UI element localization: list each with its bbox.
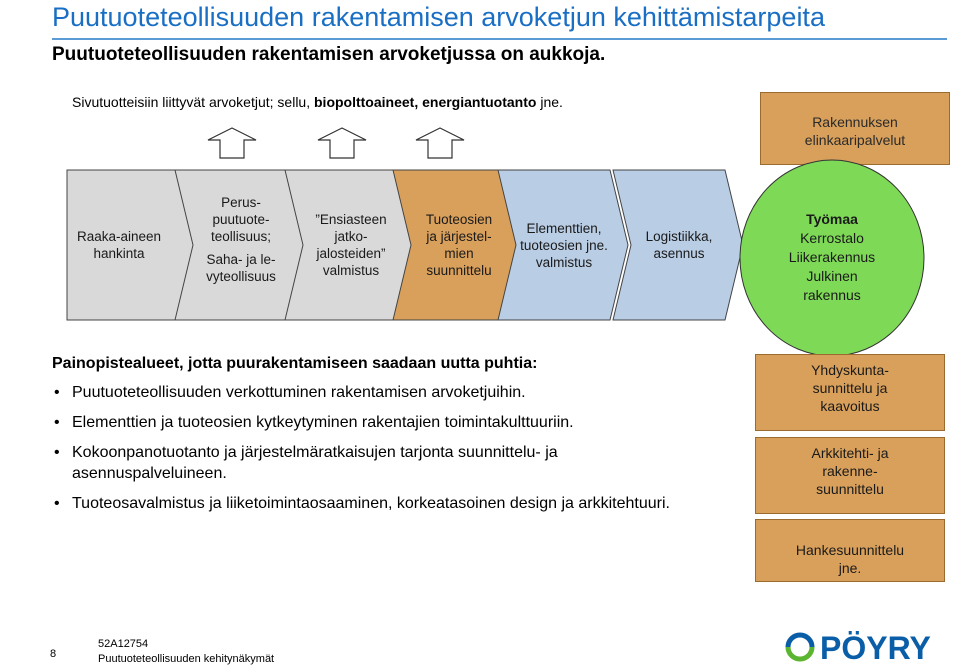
- system-design-chevron-label: [409, 211, 509, 279]
- footer-code: 52A12754: [98, 638, 149, 650]
- chevron-line: puutuote-: [212, 212, 270, 227]
- chevron-line: ja järjestel-: [426, 229, 492, 244]
- intro-bold: biopolttoaineet, energiantuotanto: [314, 94, 537, 110]
- worksite-line-2: Liikerakennus: [788, 249, 876, 265]
- chevron-line: jatko-: [334, 229, 368, 244]
- box3-line-1: Hankesuunnittelu: [795, 542, 905, 558]
- intro-suffix: jne.: [536, 94, 563, 110]
- footer-name: Puutuoteteollisuuden kehitynäkymät: [98, 653, 275, 665]
- box2-line-1: Arkkitehti- ja: [811, 445, 889, 461]
- project-planning-box: [755, 519, 945, 582]
- chevron-line: valmistus: [535, 254, 593, 270]
- box1-line-2: sunnittelu ja: [812, 380, 888, 396]
- chevron-line: tuoteosien jne.: [520, 237, 608, 253]
- chevron-line: Elementtien,: [526, 220, 602, 236]
- footer-info: [98, 637, 274, 667]
- focus-item: • Kokoonpanotuotanto ja järjestelmäratkaisujen tarjonta suunnittelu- ja asennuspalveluineen.: [52, 442, 702, 484]
- chevron-line: teollisuus;: [210, 229, 272, 244]
- focus-item: • Puutuoteteollisuuden verkottuminen rakentamisen arvoketjuihin.: [52, 382, 702, 403]
- focus-item: • Elementtien ja tuoteosien kytkeytyminen rakentajien toimintakulttuuriin.: [52, 412, 702, 433]
- primary-industry-chevron-label: [191, 194, 291, 285]
- chevron-line: mien: [444, 246, 474, 261]
- worksite-title: Työmaa: [806, 211, 858, 227]
- up-arrow-first-stage-icon: [318, 128, 366, 158]
- raw-material-chevron-label: [69, 228, 169, 262]
- box1-line-1: Yhdyskunta-: [811, 362, 889, 378]
- chevron-line: suunnittelu: [426, 263, 492, 278]
- worksite-label: [752, 210, 912, 305]
- community-planning-box: [755, 354, 945, 431]
- box3-line-2: jne.: [838, 560, 862, 576]
- focus-list: [52, 382, 702, 523]
- architect-design-box: [755, 437, 945, 514]
- page-subtitle: Puutuoteteollisuuden rakentamisen arvoketjussa on aukkoja.: [52, 44, 606, 65]
- chevron-line: ”Ensiasteen: [315, 212, 387, 227]
- poyry-logo: [782, 628, 952, 666]
- elements-chevron-label: [514, 220, 614, 271]
- up-arrow-design-icon: [416, 128, 464, 158]
- chevron-line: jalosteiden”: [316, 246, 386, 261]
- chevron-line: Saha- ja le-: [206, 252, 276, 267]
- page-title: Puutuoteteollisuuden rakentamisen arvoketjun kehittämistarpeita: [52, 2, 825, 32]
- box2-line-2: rakenne-: [822, 463, 878, 479]
- poyry-wordmark: PÖYRY: [820, 630, 931, 666]
- poyry-symbol-icon: [788, 635, 812, 659]
- worksite-line-3: Julkinen: [806, 268, 858, 284]
- chevron-line: vyteollisuus: [206, 269, 276, 284]
- focus-item: • Tuoteosavalmistus ja liiketoimintaosaaminen, korkeatasoinen design ja arkkitehtuuri.: [52, 493, 702, 514]
- chevron-line: asennus: [653, 246, 705, 261]
- worksite-line-4: rakennus: [803, 287, 861, 303]
- worksite-line-1: Kerrostalo: [800, 230, 864, 246]
- chevron-line: valmistus: [322, 263, 380, 278]
- chevron-line: Raaka-aineen: [76, 229, 162, 244]
- chevron-line: hankinta: [93, 246, 145, 261]
- page-number: 8: [50, 648, 57, 660]
- chevron-line: Tuoteosien: [425, 212, 493, 227]
- box2-line-3: suunnittelu: [816, 481, 884, 497]
- intro-plain: Sivutuotteisiin liittyvät arvoketjut; sellu,: [72, 94, 314, 110]
- up-arrow-primary-icon: [208, 128, 256, 158]
- focus-heading: Painopistealueet, jotta puurakentamiseen saadaan uutta puhtia:: [52, 355, 538, 372]
- chevron-line: Perus-: [221, 195, 261, 210]
- first-stage-chevron-label: [301, 211, 401, 279]
- lifecycle-line-1: Rakennuksen: [812, 114, 898, 130]
- logistics-chevron-label: [629, 228, 729, 262]
- chevron-line: Logistiikka,: [645, 229, 713, 244]
- box1-line-3: kaavoitus: [820, 398, 880, 414]
- lifecycle-line-2: elinkaaripalvelut: [804, 132, 906, 148]
